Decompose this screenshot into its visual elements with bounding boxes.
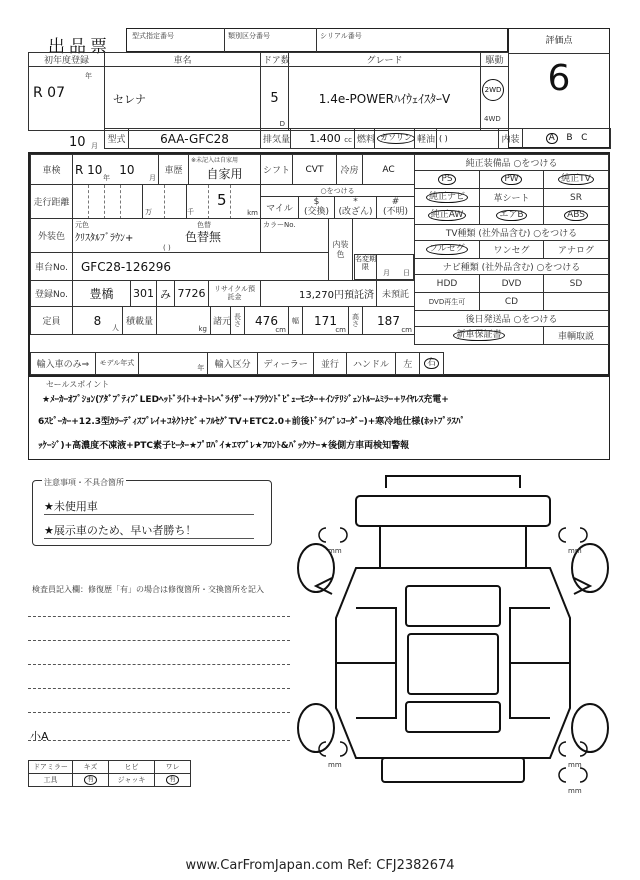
len-unit: cm: [275, 326, 286, 334]
color-code-cell: [261, 219, 329, 253]
mm-rear-left: mm: [328, 761, 342, 769]
mileage-sen: 千: [187, 208, 194, 216]
mileage-man: 万: [145, 208, 152, 216]
score-label: 評価点: [508, 28, 610, 54]
mileage-label: 走行距離: [31, 185, 73, 219]
equip-abs: ABS: [564, 210, 588, 222]
name-change-cell: [354, 254, 414, 280]
navi-dvd-play: DVD再生可: [415, 293, 480, 311]
interior-cell: [523, 129, 611, 149]
drive-label: 駆動: [481, 53, 509, 67]
equip-aw: 純正AW: [428, 210, 467, 222]
car-wheel-rear-right: [572, 704, 608, 752]
mileage-opt4-bot: (不明): [383, 206, 409, 217]
mileage-circle-note: ○をつける: [261, 185, 415, 197]
model-code-label: 型式指定番号: [132, 32, 174, 40]
car-rear-window: [406, 702, 500, 732]
drive-cell: [481, 67, 509, 131]
shaken-year-unit: 年: [103, 174, 110, 182]
tv-oneseg: ワンセグ: [480, 241, 544, 259]
color-label: 外装色: [31, 219, 73, 253]
legend-jack-has: 有: [166, 775, 179, 785]
legend-break: ワレ: [155, 761, 191, 774]
name-change-day: 日: [403, 269, 410, 277]
capacity-label: 定員: [31, 307, 73, 335]
load-cell: [157, 307, 211, 335]
load-unit: kg: [198, 325, 207, 333]
mm-rear-right: mm: [568, 761, 582, 769]
light-label: 軽油: [415, 129, 437, 149]
size-label: 諸元: [211, 307, 231, 335]
len-label: 長さ: [231, 307, 245, 335]
mileage-table: [30, 184, 415, 219]
name-change-label: 名変期限: [355, 255, 377, 279]
fuel-label: 燃料: [355, 129, 375, 149]
docs-warranty: 新車保証書: [453, 330, 504, 342]
note-line-2: ★展示車のため、早い者勝ち！: [44, 522, 254, 539]
car-name-label: 車名: [105, 53, 261, 67]
recycle-unpaid: 未預託: [377, 281, 415, 307]
len-value: 476: [255, 313, 278, 328]
docs-title: 後日発送品 ○をつける: [415, 311, 609, 327]
mileage-opt-tampered: [335, 197, 377, 219]
header-code-box: [126, 28, 508, 52]
mileage-opt-unknown: [377, 197, 415, 219]
ac-value: AC: [363, 155, 415, 185]
doors-sub: D: [279, 120, 285, 128]
legend-table: [28, 760, 191, 787]
reg-class: 301: [131, 281, 157, 307]
doors-value: 5: [270, 91, 279, 106]
reg-kana: み: [157, 281, 175, 307]
car-wheel-rear-left: [298, 704, 334, 752]
note-line-1: ★未使用車: [44, 498, 254, 515]
capacity-value: 8: [93, 313, 102, 328]
wid-cell: [303, 307, 349, 335]
light-paren: ( ): [437, 129, 499, 149]
model-year-label: モデル年式: [95, 353, 138, 375]
registration-table: [30, 280, 415, 307]
drive-4wd: 4WD: [484, 115, 501, 123]
std-equip-title: 純正装備品 ○をつける: [415, 155, 609, 171]
color-change-label: 色替: [197, 221, 211, 229]
handle-label: ハンドル: [346, 353, 396, 375]
equip-sr: SR: [544, 189, 609, 207]
hgt-label: 高さ: [349, 307, 363, 335]
color-change-paren: ( ): [163, 244, 171, 252]
fuel-value: ガソリン: [377, 133, 415, 144]
auction-sheet: [28, 28, 610, 795]
serial-label: シリアル番号: [320, 32, 362, 40]
chassis-value: GFC28-126296: [73, 253, 329, 281]
equip-navi: 純正ナビ: [426, 192, 468, 204]
grade-value: 1.4e-POWERﾊｲｳｪｲｽﾀｰV: [289, 67, 481, 131]
doc-title: 出品票: [48, 37, 111, 57]
equip-ps: PS: [438, 174, 455, 186]
import-table: [30, 352, 444, 375]
sales-line-3: ｯｹｰｼﾞ)+高濃度不凍液+PTC素子ﾋｰﾀｰ★ﾌﾟﾛﾊﾟｲ★ｴﾏﾌﾞﾚ★ﾌﾛﾝﾄ&ﾊﾞｯｸｿﾅｰ★後側方車両検知警報: [38, 441, 410, 451]
sales-line-1: ★ﾒｰｶｰｵﾌﾟｼｮﾝ(ｱﾀﾞﾌﾟﾃｨﾌﾞLEDﾍｯﾄﾞﾗｲﾄ+ｵｰﾄﾚﾍﾞﾗｲｻﾞｰ+ｱﾗｳﾝﾄﾞﾋﾞｭｰﾓﾆﾀｰ+ｲﾝﾃﾘｼﾞｪﾝﾄﾙｰﾑﾐﾗｰ+ﾜｲﾔﾚｽ充電+: [42, 395, 449, 405]
model-year-unit: 年: [197, 364, 205, 372]
type-label: 車歴: [159, 155, 189, 185]
mileage-opt3-bot: (改ざん): [338, 206, 373, 217]
first-reg-cell: [29, 67, 105, 150]
shaken-cell: [73, 155, 159, 185]
import-class-label: 輸入区分: [208, 353, 258, 375]
type-note: ※未記入は自家用: [191, 157, 239, 164]
first-reg-year: R 07: [33, 85, 65, 101]
shaken-value: R 10: [75, 162, 103, 177]
shift-value: CVT: [293, 155, 337, 185]
legend-jack: ジャッキ: [109, 774, 155, 787]
car-roof-top-outline: [386, 476, 520, 488]
mileage-km: km: [247, 209, 258, 217]
orig-color-label: 元色: [75, 221, 89, 229]
import-label: 輸入車のみ⇒: [31, 353, 96, 375]
wid-value: 171: [314, 313, 337, 328]
load-label: 積載量: [123, 307, 157, 335]
interior-label: 内装: [499, 129, 523, 149]
car-roof: [408, 634, 498, 694]
model-year-cell: [139, 353, 208, 375]
first-reg-label: 初年度登録: [29, 53, 105, 67]
ac-label: 冷房: [337, 155, 363, 185]
mm-front-right: mm: [568, 547, 582, 555]
sales-line-2: 6ｽﾋﾟｰｶｰ+12.3型ｶﾗｰﾃﾞｨｽﾌﾟﾚｲ+ｺﾈｸﾄﾅﾋﾞ+ﾌﾙｾｸﾞTV+ETC2.0+前後ﾄﾞﾗｲﾌﾞﾚｺｰﾀﾞｰ)+寒冷地仕様(ﾎｯﾄﾌﾟﾗｽﾊﾟ: [38, 417, 465, 427]
grade-label: グレード: [289, 53, 481, 67]
score-value: 6: [547, 58, 571, 99]
vehicle-spec-strip: [104, 128, 611, 149]
handle-right: 右: [424, 358, 439, 370]
navi-dvd: DVD: [480, 275, 544, 293]
car-name: セレナ: [105, 67, 261, 131]
equip-tv: 純正TV: [558, 174, 594, 186]
mileage-cell: [73, 185, 261, 219]
legend-door-mirror: ドアミラー: [29, 761, 73, 774]
len-cell: [245, 307, 289, 335]
legend-tool: 工具: [29, 774, 73, 787]
name-change-month: 月: [383, 269, 390, 277]
mileage-opt2-top: $: [313, 196, 320, 207]
car-diagram: [296, 468, 610, 788]
navi-type-title: ナビ種類 (社外品含む) ○をつける: [415, 259, 609, 275]
reg-label: 登録No.: [31, 281, 73, 307]
first-reg-month: 10: [69, 135, 86, 150]
car-front-bumper: [356, 496, 550, 526]
interior-b: B: [566, 132, 573, 143]
hgt-unit: cm: [401, 326, 412, 334]
type-value: 自家用: [206, 167, 243, 181]
recycle-value: 13,270円預託済: [261, 281, 377, 307]
navi-cd: CD: [480, 293, 544, 311]
drive-2wd: 2WD: [482, 79, 504, 101]
type-cell: [189, 155, 261, 185]
reg-place: 豊橋: [73, 281, 131, 307]
sales-title: セールスポイント: [46, 380, 110, 389]
shaken-month: 10: [119, 162, 135, 177]
import-parallel: 並行: [314, 353, 346, 375]
color-cell: [73, 219, 261, 253]
notes-title: 注意事項・不具合箇所: [44, 478, 124, 487]
legend-tool-has: 有: [84, 775, 97, 785]
shaken-month-unit: 月: [149, 174, 156, 182]
tv-fullseg: フルセグ: [426, 244, 468, 256]
recycle-label: リサイクル預託金: [209, 281, 261, 307]
interior-color-label: 内装色: [329, 219, 353, 281]
disp-unit: cc: [344, 136, 352, 144]
doors-cell: [261, 67, 289, 131]
legend-crack: ヒビ: [109, 761, 155, 774]
reg-number: 7726: [175, 281, 209, 307]
color-code-label: カラーNo.: [263, 221, 296, 229]
handle-left: 左: [396, 353, 420, 375]
equip-airbag: エアB: [496, 210, 526, 222]
doors-label: ドア数: [261, 53, 289, 67]
legend-scratch: キズ: [73, 761, 109, 774]
model-label: 型式: [105, 129, 129, 149]
equip-pw: PW: [501, 174, 521, 186]
footer-watermark: www.CarFromJapan.com Ref: CFJ2382674: [185, 858, 455, 873]
equipment-table: [414, 154, 609, 345]
import-dealer: ディーラー: [258, 353, 314, 375]
shift-label: シフト: [261, 155, 293, 185]
docs-manual: 車輌取説: [544, 327, 609, 345]
mileage-opt2-bot: (交換): [303, 206, 330, 217]
mileage-opt-mile: マイル: [261, 197, 299, 219]
tv-type-title: TV種類 (社外品含む) ○をつける: [415, 225, 609, 241]
hgt-value: 187: [377, 313, 400, 328]
disp-cell: [291, 129, 355, 149]
orig-color-value: ｸﾘｽﾀﾙﾌﾞﾗｳﾝ+: [75, 233, 134, 244]
capacity-table: [30, 306, 415, 335]
tv-analog: アナログ: [544, 241, 609, 259]
model-value: 6AA-GFC28: [129, 129, 261, 149]
wid-label: 幅: [289, 307, 303, 335]
navi-hdd: HDD: [415, 275, 480, 293]
navi-sd: SD: [544, 275, 609, 293]
capacity-cell: [73, 307, 123, 335]
car-rear-bumper: [382, 758, 524, 782]
car-hood: [380, 526, 526, 568]
first-reg-month-unit: 月: [91, 142, 98, 150]
inspector-note: 小A: [30, 730, 49, 743]
mileage-opt4-top: #: [391, 196, 400, 207]
disp-label: 排気量: [261, 129, 291, 149]
mm-rear-extra: mm: [568, 787, 582, 795]
disp-value: 1.400: [309, 132, 341, 145]
shaken-label: 車検: [31, 155, 73, 185]
chassis-label: 車台No.: [31, 253, 73, 281]
mm-front-left: mm: [328, 547, 342, 555]
first-reg-year-unit: 年: [85, 72, 92, 80]
interior-a: A: [546, 133, 558, 145]
equip-leather: 革シート: [480, 189, 544, 207]
mileage-opt-exchange: [299, 197, 335, 219]
car-windshield: [406, 586, 500, 626]
class-code-label: 類別区分番号: [228, 32, 270, 40]
hgt-cell: [363, 307, 415, 335]
mileage-opt3-top: *: [353, 196, 358, 207]
color-change-value: 色替無: [185, 230, 222, 244]
inspection-table: [30, 154, 415, 185]
inspector-title: 検査員記入欄：修復歴「有」の場合は修復箇所・交換箇所を記入: [32, 585, 264, 594]
interior-c: C: [581, 132, 588, 143]
mileage-value: 5: [217, 191, 227, 209]
wid-unit: cm: [335, 326, 346, 334]
capacity-unit: 人: [112, 324, 119, 332]
